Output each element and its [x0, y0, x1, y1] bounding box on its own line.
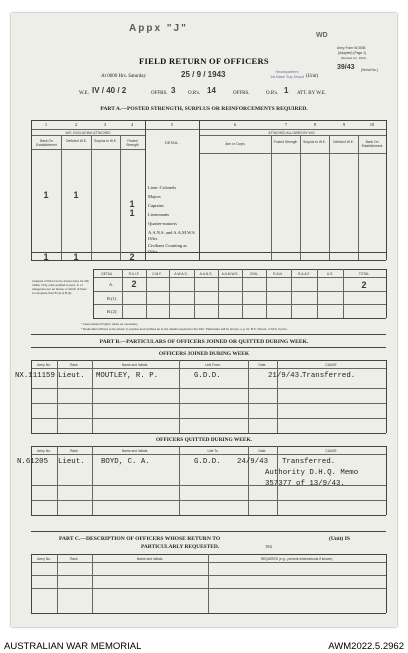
unit-stamp-line1: Headquarters [275, 70, 299, 74]
joined-col-header: CAUSE [325, 363, 337, 367]
form-adapted: (Adapted) (Page 1) [338, 51, 367, 55]
detail-col-header: U.S. [326, 272, 334, 276]
row-b1-label: B.(1) [107, 296, 117, 301]
ors2-label: O.R's. [266, 91, 279, 96]
part-c-col-header: Army No. [37, 557, 51, 561]
joined-heading: OFFICERS JOINED DURING WEEK [158, 351, 250, 357]
footer-accession: AWM2022.5.2962 [328, 641, 404, 652]
col-num: 5 [170, 122, 174, 127]
row-a-label: A. [109, 282, 114, 287]
rank-label: A.A.N.S. and A.A.M.W.S. Offrs [148, 230, 196, 241]
sub-header: Bank On Establishment [36, 139, 57, 147]
col-num: 9 [342, 122, 346, 127]
joined-col-header: Name and Initials. [121, 363, 149, 367]
joined-date: 21/9/43. [268, 372, 304, 380]
sub-header: Surplus to W.E. [94, 139, 117, 143]
col-num: 3 [103, 122, 107, 127]
quitted-col-header: CAUSE [325, 449, 337, 453]
sub-header: Arm or Corps [225, 142, 245, 146]
serial-label: (Serial No.) [361, 68, 378, 72]
rank-label: Lieutenants [148, 212, 169, 217]
date-prefix: At 0600 Hrs. Saturday [101, 74, 146, 79]
sub-header: Surplus to W.E. [303, 140, 326, 144]
sub-header: Deficient W.E. [333, 140, 354, 144]
form-revised: (Revised Jul., 1941) [341, 56, 366, 60]
pencil-initials: WD [316, 32, 328, 39]
posted-value: 1 [129, 199, 135, 209]
joined-col-header: Rank [70, 363, 78, 367]
form-title: FIELD RETURN OF OFFICERS [139, 56, 269, 66]
detail-col-header: C.M.F. [152, 272, 162, 276]
joined-col-header: Unit From. [205, 363, 221, 367]
group-right-header: ATTACHED ALLOWED BY W.E. [268, 131, 316, 135]
detail-col-header: R.A.A.F. [297, 272, 311, 276]
ors-label: O.R's. [188, 91, 201, 96]
offrs2-label: OFFRS. [233, 91, 250, 96]
col-num: 1 [44, 122, 48, 127]
posted-value: 1 [129, 208, 135, 218]
establishment-value: 1 [43, 190, 49, 200]
col-num: 7 [284, 122, 288, 127]
unit-stamp [267, 70, 307, 79]
part-b-heading: PART B.—PARTICULARS OF OFFICERS JOINED OR QUITTED DURING WEEK. [99, 339, 309, 345]
col-num: 4 [130, 122, 134, 127]
quitted-heading: OFFICERS QUITTED DURING WEEK. [155, 437, 253, 443]
joined-army-no: NX.111159 [15, 372, 55, 380]
joined-col-header: Date [258, 363, 266, 367]
we-label: W.E. [79, 91, 89, 96]
col-num: 2 [74, 122, 78, 127]
quitted-memo-ref: 357377 of 13/9/43. [265, 480, 345, 488]
row-a-raif-value: 2 [131, 279, 137, 289]
row-b2-label: B.(2) [107, 309, 117, 314]
quitted-authority: Authority D.H.Q. Memo [265, 469, 359, 477]
footnote-2: * Redundant officers to be shown in surplus and certified as to the details required in the Part. Particulars will be shown, e.g. Gr. B.K. Parent, in M.S. Forms. [81, 327, 288, 331]
unit-stamp-line2: 1st Base Sup Depot [270, 74, 304, 79]
col-num: 8 [313, 122, 317, 127]
total-col4: 2 [129, 252, 135, 262]
sub-header: Posted Strength [273, 140, 298, 144]
form-sheet [11, 13, 397, 627]
part-c-col-header: Name and Initials. [136, 557, 164, 561]
unit-label: (Unit) [306, 74, 319, 79]
part-c-heading: PART C.—DESCRIPTION OF OFFICERS WHOSE RETURN TO [59, 536, 221, 542]
quitted-date: 24/9/43 [237, 458, 269, 466]
offrs-value: 3 [171, 86, 176, 95]
quitted-col-header: Army No. [37, 449, 51, 453]
sub-header: Deficient W.E. [66, 139, 87, 143]
detail-col-header: A.A.M.W.S. [221, 272, 239, 276]
detail-col-header: TOTAL [358, 272, 370, 276]
quitted-col-header: Name and Initials. [121, 449, 149, 453]
footer-institution: AUSTRALIAN WAR MEMORIAL [4, 641, 142, 652]
detail-header: DETAIL. [164, 141, 180, 145]
detail-col-header: CIVIL [249, 272, 259, 276]
part-c-requested: PARTICULARLY REQUESTED. [141, 544, 220, 550]
col-num: 6 [233, 122, 237, 127]
footnote-1: * Insert detail of higher ranks as necessary. [81, 322, 139, 326]
joined-cause: Transferred. [302, 372, 356, 380]
form-serial: 39/43 [337, 64, 355, 71]
pencil-note: Appx "J" [129, 23, 188, 34]
sub-header: Bank On Establishment [361, 140, 383, 148]
detail-col-header: R.A.N. [273, 272, 283, 276]
total-col2: 1 [73, 252, 79, 262]
rank-label: Civilians Counting as Offrs. [148, 243, 188, 254]
col-num: 10 [369, 122, 375, 127]
joined-col-header: Army No. [37, 363, 51, 367]
part-c-col-header: Rank [70, 557, 78, 561]
we-value: IV / 40 / 2 [92, 86, 127, 95]
deficient-value: 1 [73, 190, 79, 200]
rank-label: Majors [148, 194, 161, 199]
att-label: ATT. BY W.E. [297, 91, 327, 96]
sub-header: Posted Strength [126, 139, 139, 147]
total-col1: 1 [43, 252, 49, 262]
date-value: 25 / 9 / 1943 [181, 70, 226, 79]
quitted-rank: Lieut. [58, 458, 85, 466]
row-a-total-value: 2 [361, 280, 367, 290]
analysis-note: Analysis of Part A to be shown here for AIF, militia. Only units entitled to pers. in of categories per as below, in which of them to complete Part B (1) & B (2). [32, 279, 90, 295]
detail-col-header: A.A.N.S. [199, 272, 213, 276]
ors-value: 14 [207, 86, 216, 95]
rank-label: Captains [148, 203, 164, 208]
part-c-col-header: REQUIRED (e.g., present whereabouts if known). [260, 557, 334, 561]
quitted-name: BOYD, C. A. [101, 458, 150, 466]
joined-rank: Lieut. [58, 372, 85, 380]
quitted-army-no: N.61205 [17, 458, 49, 466]
part-c-unit-is: (Unit) IS [329, 536, 350, 542]
part-a-heading: PART A.—POSTED STRENGTH, SURPLUS OR REINFORCEMENTS REQUIRED. [100, 106, 308, 112]
part-c-year: 194 [265, 544, 272, 549]
joined-name: MOUTLEY, R. P. [96, 372, 159, 380]
rank-label: Lieut.-Colonels [148, 185, 177, 190]
group-left-header: W.E. EXCLUDING ATTACHED [65, 131, 111, 135]
quitted-unit: G.D.D. [194, 458, 221, 466]
quitted-col-header: Rank [70, 449, 78, 453]
detail-col-header: R A.I.F. [128, 272, 140, 276]
att-value: 1 [284, 86, 289, 95]
quitted-cause: Transferred. [282, 458, 336, 466]
form-number: Army Form W.3008 [337, 46, 366, 50]
quitted-col-header: Unit To. [207, 449, 219, 453]
joined-unit: G.D.D. [194, 372, 221, 380]
offrs-label: OFFRS. [151, 91, 168, 96]
quitted-col-header: Date [258, 449, 266, 453]
detail-col-header: DETAIL [101, 272, 113, 276]
detail-col-header: A.W.A.S. [174, 272, 188, 276]
rank-label: Quarter-masters [148, 221, 177, 226]
